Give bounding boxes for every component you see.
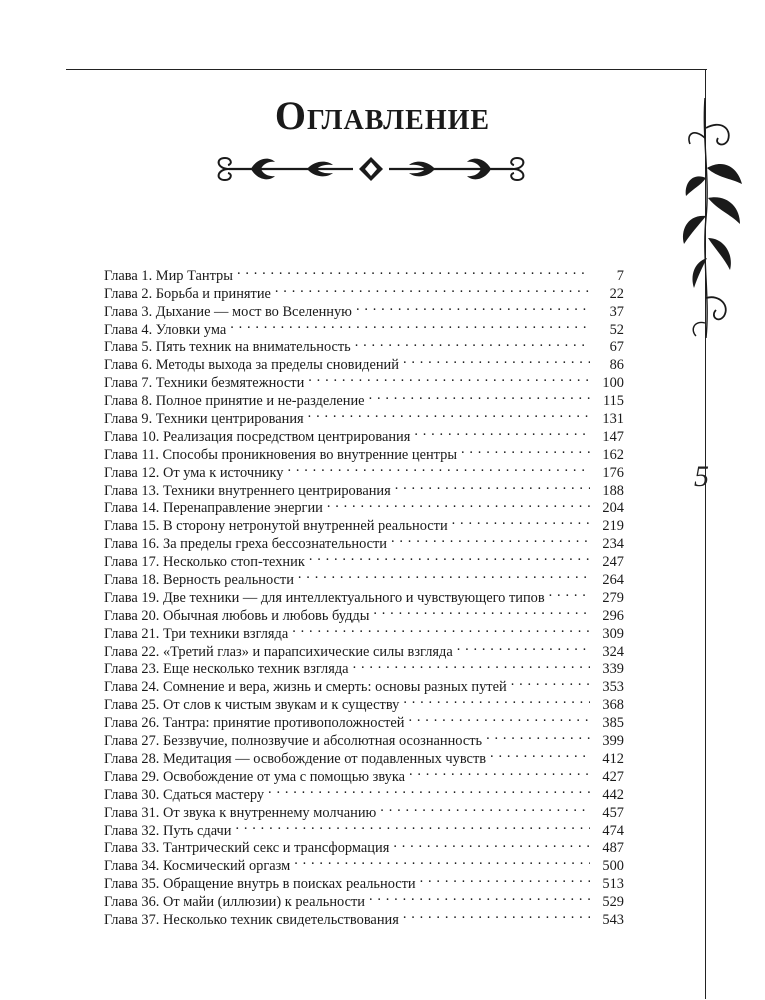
toc-entry-title: Глава 30. Сдаться мастеру [104, 786, 265, 803]
toc-dot-leader [294, 852, 590, 870]
toc-dot-leader [369, 888, 590, 906]
toc-entry-page: 7 [616, 267, 624, 284]
toc-entry-page: 234 [602, 536, 624, 553]
toc-dot-leader [235, 817, 590, 835]
toc-entry-title: Глава 15. В сторону нетронутой внутренней реальности [104, 518, 448, 535]
toc-dot-leader [414, 423, 590, 441]
toc-dot-leader [380, 799, 590, 817]
toc-entry-title: Глава 25. От слов к чистым звукам и к существу [104, 697, 400, 714]
toc-entry-page: 86 [609, 357, 624, 374]
toc-entry-title: Глава 29. Освобождение от ума с помощью звука [104, 768, 405, 785]
toc-dot-leader [403, 906, 590, 924]
toc-entry-page: 247 [602, 554, 624, 571]
toc-entry-title: Глава 35. Обращение внутрь в поисках реальности [104, 876, 416, 893]
toc-entry-page: 309 [602, 625, 624, 642]
toc-dot-leader [409, 709, 590, 727]
toc-dot-leader [486, 727, 590, 745]
toc-entry-page: 37 [609, 303, 624, 320]
toc-dot-leader [403, 351, 590, 369]
title-ornament-divider [211, 152, 531, 186]
toc-dot-leader [391, 530, 590, 548]
toc-entry-title: Глава 9. Техники центрирования [104, 411, 304, 428]
toc-dot-leader [457, 638, 590, 656]
toc-entry-title: Глава 32. Путь сдачи [104, 822, 232, 839]
toc-entry-title: Глава 24. Сомнение и вера, жизнь и смерть: основы разных путей [104, 679, 507, 696]
toc-entry-page: 115 [602, 393, 624, 410]
toc-dot-leader [237, 262, 590, 280]
toc-entry-title: Глава 8. Полное принятие и не-разделение [104, 393, 365, 410]
toc-entry-title: Глава 18. Верность реальности [104, 572, 294, 589]
toc-entry-page: 147 [602, 428, 624, 445]
toc-dot-leader [298, 566, 590, 584]
toc-entry-title: Глава 6. Методы выхода за пределы сновидений [104, 357, 399, 374]
toc-dot-leader [230, 316, 590, 334]
toc-entry-page: 188 [602, 482, 624, 499]
toc-entry-title: Глава 7. Техники безмятежности [104, 375, 305, 392]
toc-entry-page: 279 [602, 589, 624, 606]
toc-entry [104, 262, 624, 284]
toc-entry-page: 399 [602, 733, 624, 750]
toc-entry-title: Глава 5. Пять техник на внимательность [104, 339, 351, 356]
toc-entry-page: 442 [602, 786, 624, 803]
toc-entry-title: Глава 36. От майи (иллюзии) к реальности [104, 894, 365, 911]
toc-entry-title: Глава 2. Борьба и принятие [104, 285, 271, 302]
toc-dot-leader [287, 459, 590, 477]
toc-entry-page: 296 [602, 607, 624, 624]
toc-entry-title: Глава 27. Беззвучие, полнозвучие и абсолютная осознанность [104, 733, 483, 750]
toc-entry-page: 474 [602, 822, 624, 839]
toc-entry-page: 487 [602, 840, 624, 857]
toc-dot-leader [393, 835, 590, 853]
toc-entry-page: 131 [602, 411, 624, 428]
toc-entry-page: 457 [602, 804, 624, 821]
toc-entry-page: 339 [602, 661, 624, 678]
toc-dot-leader [356, 298, 590, 316]
toc-dot-leader [461, 441, 590, 459]
toc-entry-title: Глава 33. Тантрический секс и трансформация [104, 840, 390, 857]
toc-dot-leader [268, 781, 590, 799]
toc-entry-page: 543 [602, 911, 624, 928]
toc-entry-title: Глава 34. Космический оргазм [104, 858, 291, 875]
toc-entry-page: 52 [609, 321, 624, 338]
toc-entry-page: 353 [602, 679, 624, 696]
toc-dot-leader [292, 620, 590, 638]
floral-vine-ornament [680, 98, 750, 338]
toc-entry-title: Глава 31. От звука к внутреннему молчанию [104, 804, 377, 821]
toc-entry-page: 67 [609, 339, 624, 356]
toc-entry-title: Глава 22. «Третий глаз» и парапсихические силы взгляда [104, 643, 453, 660]
toc-dot-leader [369, 387, 590, 405]
toc-entry-page: 176 [602, 464, 624, 481]
toc-entry-page: 385 [602, 715, 624, 732]
toc-entry-page: 324 [602, 643, 624, 660]
toc-dot-leader [549, 584, 590, 602]
toc-dot-leader [309, 548, 590, 566]
toc-entry-page: 412 [602, 750, 624, 767]
toc-entry-title: Глава 26. Тантра: принятие противоположностей [104, 715, 405, 732]
toc-entry-page: 427 [602, 768, 624, 785]
toc-dot-leader [403, 691, 590, 709]
toc-entry-title: Глава 10. Реализация посредством центрирования [104, 428, 411, 445]
toc-entry-page: 368 [602, 697, 624, 714]
toc-entry-page: 100 [602, 375, 624, 392]
toc-dot-leader [353, 656, 590, 674]
toc-dot-leader [452, 512, 590, 530]
toc-entry-title: Глава 11. Способы проникновения во внутренние центры [104, 446, 458, 463]
toc-dot-leader [308, 369, 590, 387]
toc-entry-title: Глава 23. Еще несколько техник взгляда [104, 661, 349, 678]
toc-entry-title: Глава 21. Три техники взгляда [104, 625, 289, 642]
toc-entry-page: 264 [602, 572, 624, 589]
toc-entry-title: Глава 17. Несколько стоп-техник [104, 554, 305, 571]
toc-dot-leader [308, 405, 590, 423]
toc-dot-leader [409, 763, 590, 781]
page-title: Оглавление [274, 93, 491, 138]
toc-dot-leader [490, 745, 590, 763]
toc-dot-leader [275, 280, 590, 298]
toc-dot-leader [511, 673, 590, 691]
table-of-contents [104, 262, 624, 928]
toc-entry-title: Глава 13. Техники внутреннего центрирования [104, 482, 391, 499]
toc-entry-title: Глава 1. Мир Тантры [104, 267, 233, 284]
page-number: 5 [694, 460, 709, 493]
toc-entry-page: 500 [602, 858, 624, 875]
toc-entry-title: Глава 4. Уловки ума [104, 321, 227, 338]
toc-entry-title: Глава 12. От ума к источнику [104, 464, 284, 481]
toc-entry-title: Глава 16. За пределы греха бессознательности [104, 536, 388, 553]
toc-entry-title: Глава 3. Дыхание — мост во Вселенную [104, 303, 352, 320]
toc-entry-page: 219 [602, 518, 624, 535]
toc-dot-leader [373, 602, 590, 620]
top-border-rule [66, 69, 707, 70]
toc-entry-title: Глава 37. Несколько техник свидетельствования [104, 911, 399, 928]
toc-entry-page: 204 [602, 500, 624, 517]
toc-entry-title: Глава 20. Обычная любовь и любовь будды [104, 607, 370, 624]
toc-dot-leader [327, 495, 590, 513]
toc-entry-page: 22 [609, 285, 624, 302]
toc-entry-title: Глава 19. Две техники — для интеллектуального и чувствующего типов [104, 589, 545, 606]
toc-entry-title: Глава 14. Перенаправление энергии [104, 500, 323, 517]
toc-entry-page: 529 [602, 894, 624, 911]
toc-dot-leader [355, 334, 590, 352]
toc-entry-title: Глава 28. Медитация — освобождение от подавленных чувств [104, 750, 487, 767]
toc-entry-page: 513 [602, 876, 624, 893]
toc-dot-leader [420, 870, 590, 888]
toc-entry-page: 162 [602, 446, 624, 463]
toc-dot-leader [395, 477, 590, 495]
